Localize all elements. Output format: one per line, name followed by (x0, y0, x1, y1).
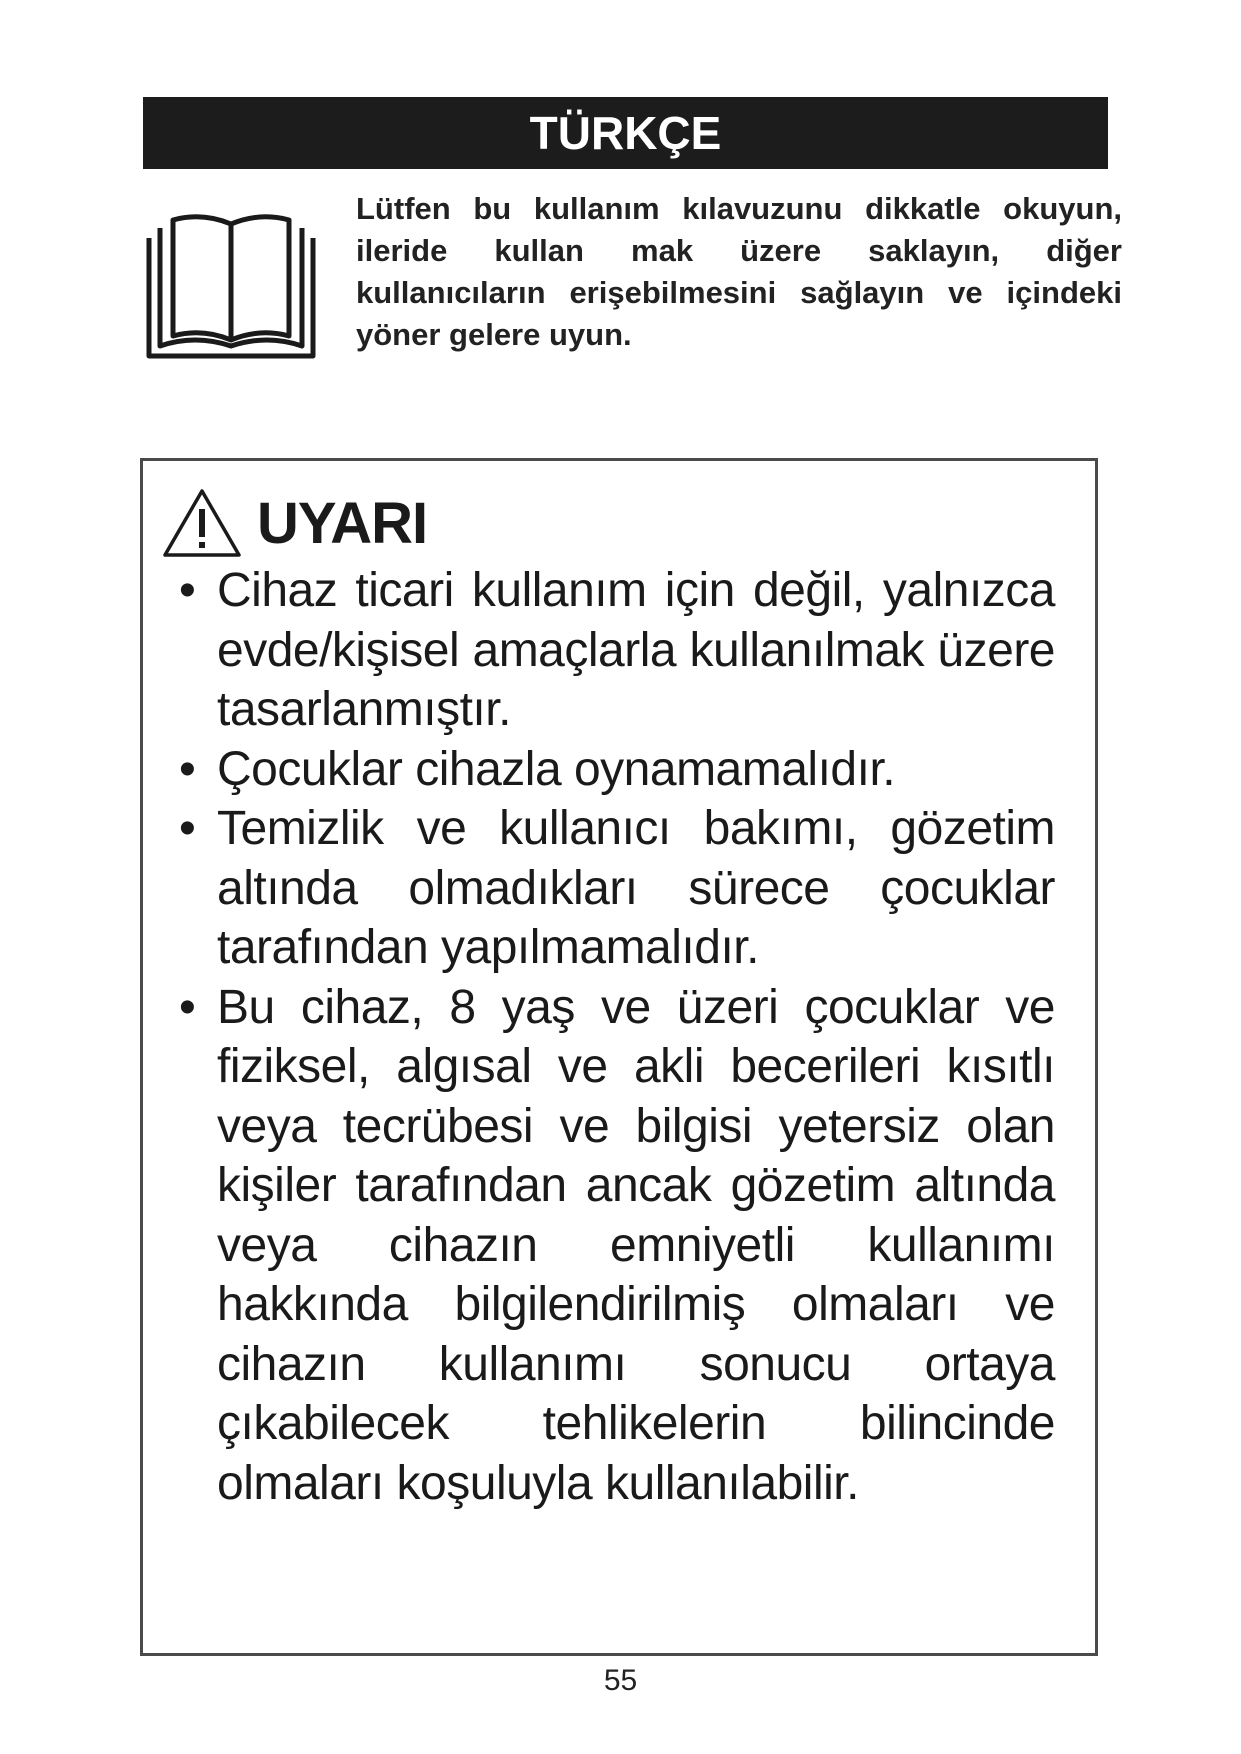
open-book-icon (145, 212, 317, 362)
list-item-text: Cihaz ticari kullanım için değil, yalnızca evde/kişisel amaçlarla kullanılmak üzere tasarlanmıştır. (217, 564, 1055, 736)
list-item (179, 799, 1055, 978)
bullet: • (179, 742, 196, 796)
bullet: • (179, 980, 196, 1034)
intro-instructions: Lütfen bu kullanım kılavuzunu dikkatle okuyun, ileride kullan mak üzere saklayın, diğer kullanıcıların erişebilmesini sağlayın ve içindeki yöner gelere uyun. (356, 191, 1122, 352)
list-item (179, 740, 1055, 800)
warning-box (140, 458, 1098, 1656)
page-number: 55 (603, 1664, 638, 1697)
warning-title: UYARI (257, 490, 428, 556)
list-item-text: Çocuklar cihazla oynamamalıdır. (217, 742, 896, 796)
bullet: • (179, 564, 196, 617)
list-item (179, 978, 1055, 1514)
bullet: • (179, 802, 196, 855)
warning-list (179, 561, 1055, 1513)
list-item-text: Bu cihaz, 8 yaş ve üzeri çocuklar ve fiziksel, algısal ve akli becerileri kısıtlı veya tecrübesi ve bilgisi yetersiz olan kişiler tarafından ancak gözetim altında veya cihazın emniyetli kullanımı hakkında bilgilendirilmiş olmaları ve cihazın kullanımı sonucu ortaya çıkabilecek tehlikelerin bilincinde olmaları koşuluyla kullanılabilir. (217, 980, 1055, 1510)
warning-header (161, 483, 427, 563)
language-banner: TÜRKÇE (143, 97, 1108, 169)
warning-triangle-icon (161, 487, 243, 559)
list-item-text: Temizlik ve kullanıcı bakımı, gözetim altında olmadıkları sürece çocuklar tarafından yapılmamalıdır. (217, 802, 1055, 974)
list-item (179, 561, 1055, 740)
